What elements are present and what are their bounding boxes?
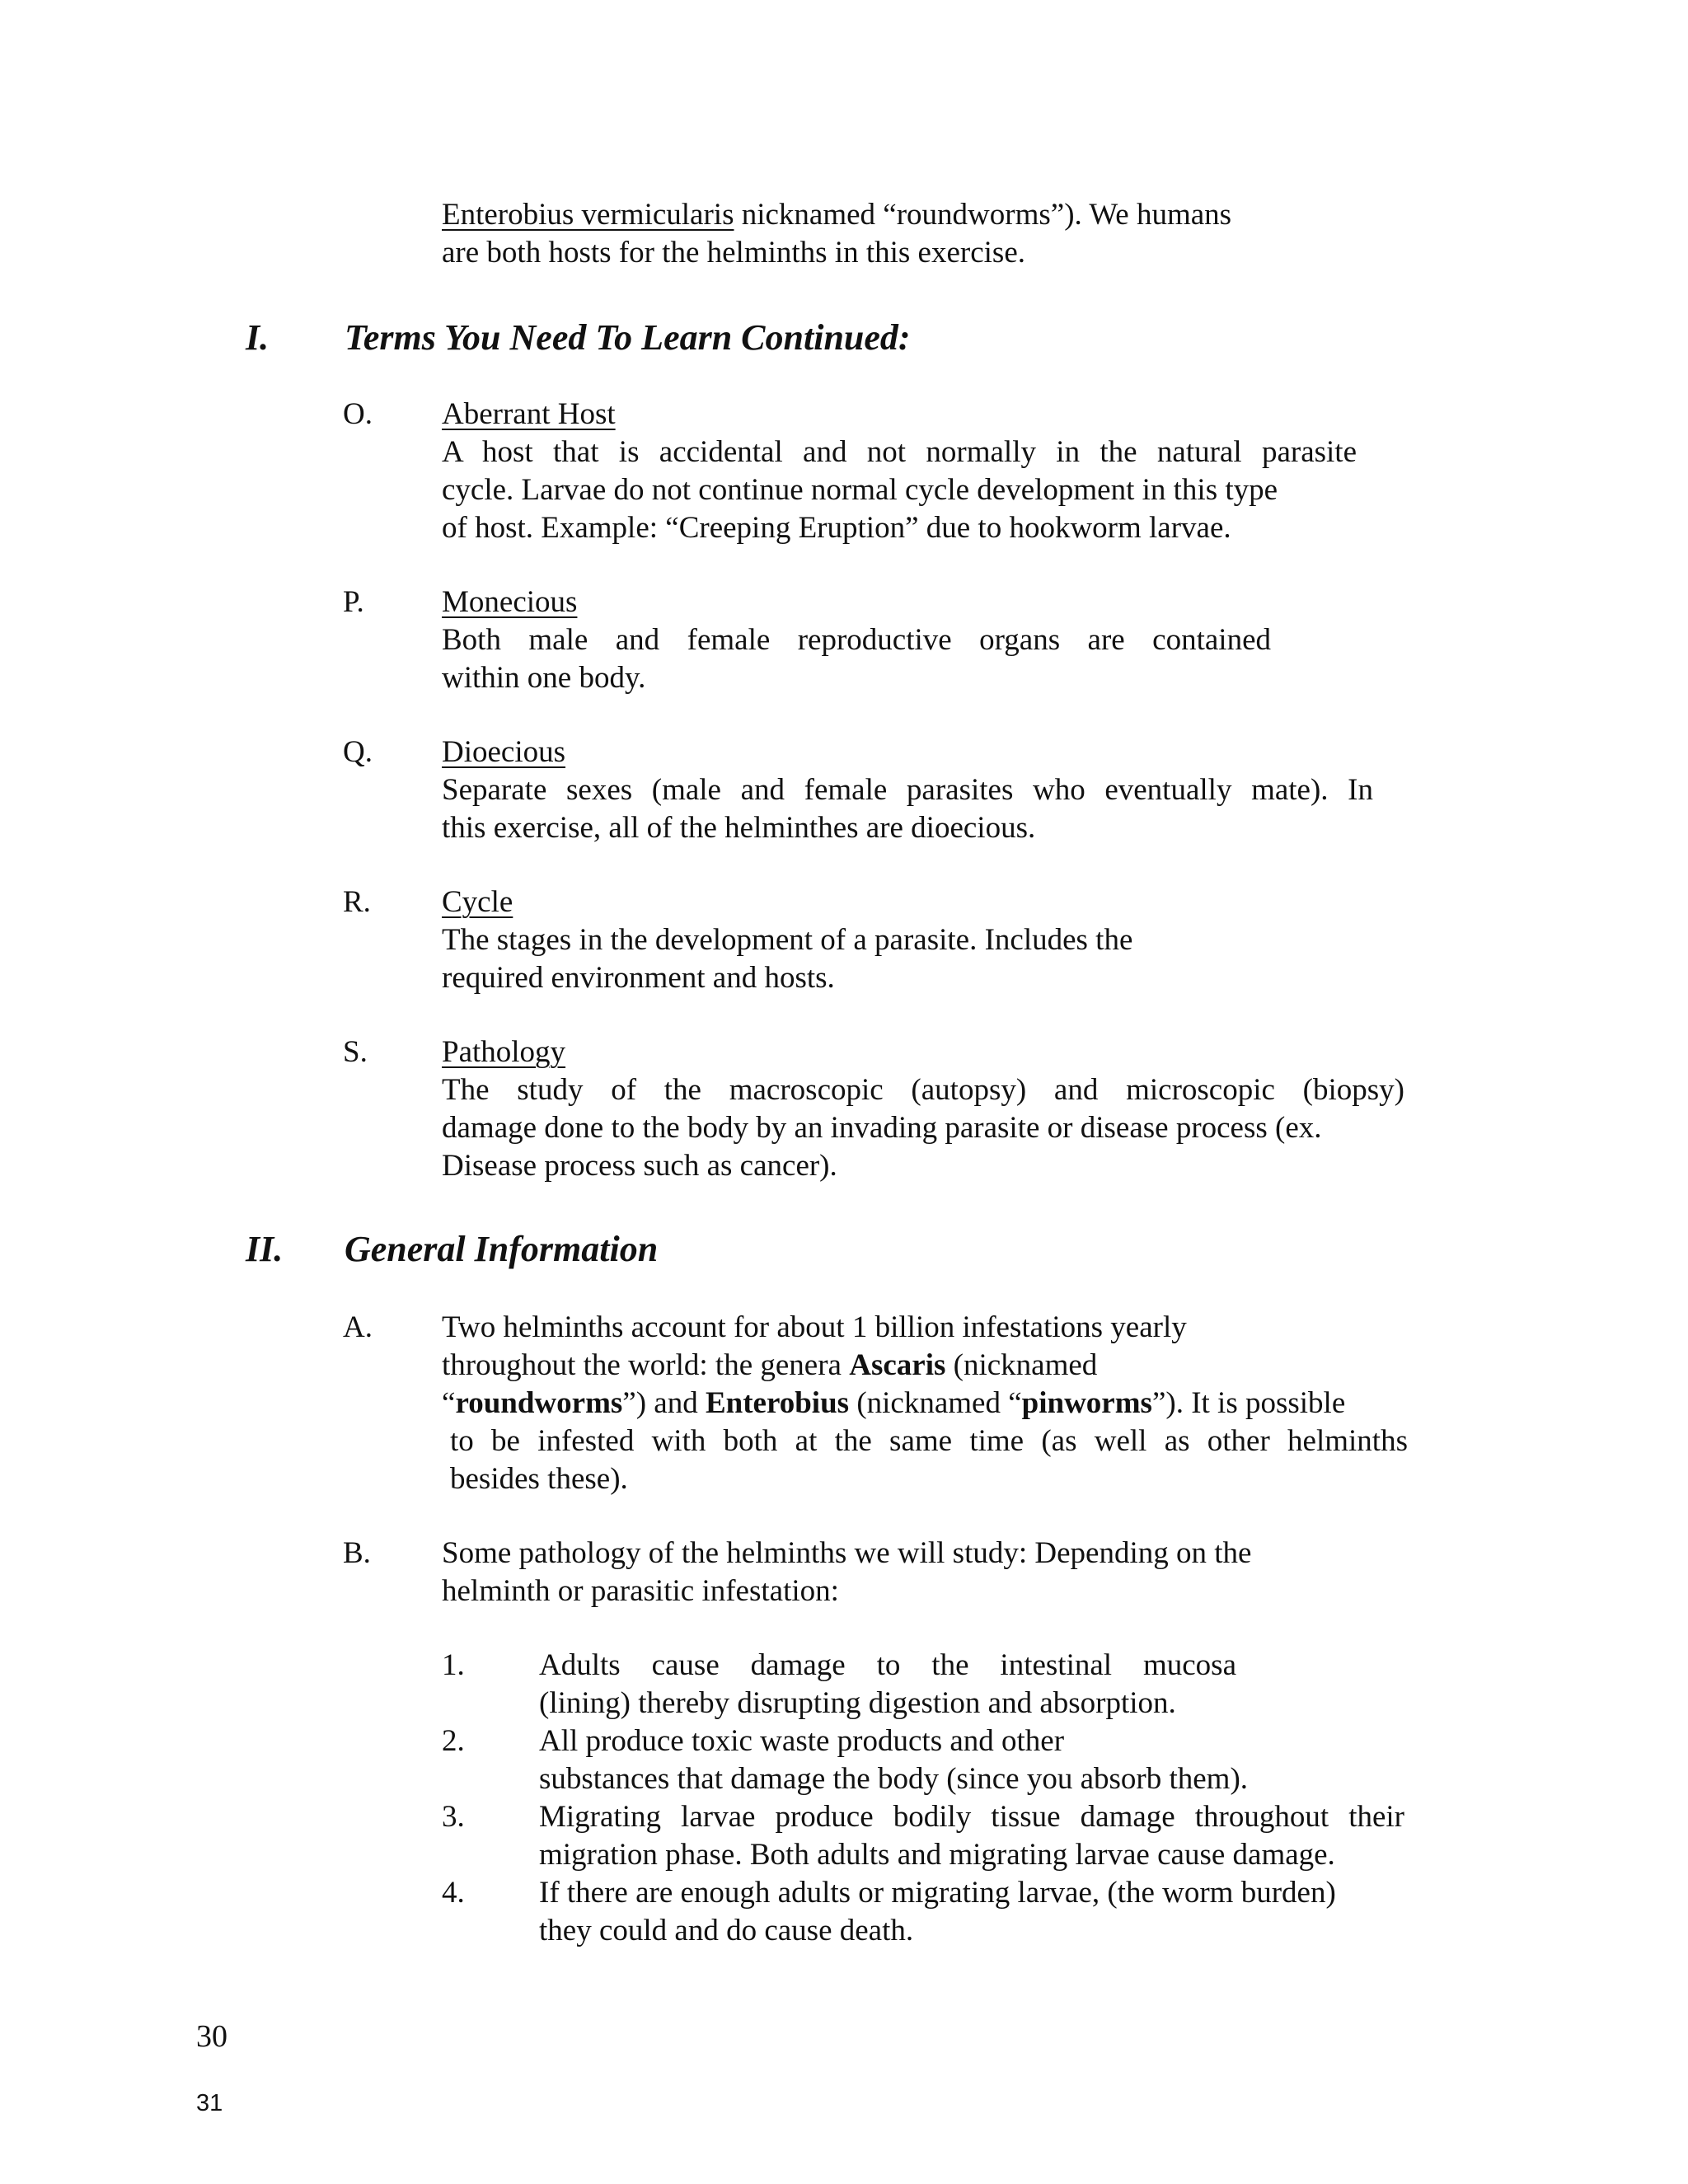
term-q-block <box>442 733 1373 847</box>
list-item-3 <box>539 1798 1404 1874</box>
term-p-line-2: within one body. <box>442 661 646 695</box>
term-q-line-1: Separate sexes (male and female parasites who eventually mate). In <box>442 773 1373 807</box>
list-item-4 <box>539 1874 1404 1950</box>
term-s-line-3: Disease process such as cancer). <box>442 1149 837 1183</box>
section-1-title: Terms You Need To Learn Continued: <box>345 317 911 358</box>
item-a-line-1: Two helminths account for about 1 billion infestations yearly <box>442 1310 1187 1344</box>
nickname-roundworms: roundworms <box>455 1386 623 1420</box>
term-o-name: Aberrant Host <box>442 397 616 431</box>
term-p-name: Monecious <box>442 585 578 619</box>
item-a-line-3: “roundworms”) and Enterobius (nicknamed “pinworms”). It is possible <box>442 1386 1346 1420</box>
item-a-block <box>442 1309 1408 1498</box>
species-name: Enterobius vermicularis <box>442 198 734 232</box>
list-item-3-number: 3. <box>442 1800 465 1834</box>
nickname-pinworms: pinworms <box>1021 1386 1152 1420</box>
term-p-letter: P. <box>343 585 364 619</box>
term-p-line-1: Both male and female reproductive organs are contained <box>442 623 1271 657</box>
item-b-block <box>442 1535 1408 1610</box>
term-p-block <box>442 583 1271 697</box>
genus-enterobius: Enterobius <box>705 1386 850 1420</box>
list-item-2-number: 2. <box>442 1724 465 1758</box>
list-item-3-line-1: Migrating larvae produce bodily tissue damage throughout their <box>539 1800 1404 1834</box>
list-item-2-line-2: substances that damage the body (since you absorb them). <box>539 1762 1249 1796</box>
term-s-letter: S. <box>343 1035 368 1069</box>
item-a-line-5: besides these). <box>450 1462 628 1496</box>
term-o-letter: O. <box>343 397 373 431</box>
item-b-line-1: Some pathology of the helminths we will study: Depending on the <box>442 1536 1252 1570</box>
item-a-line-4: to be infested with both at the same time (as well as other helminths <box>450 1424 1408 1458</box>
item-b-line-2: helminth or parasitic infestation: <box>442 1574 839 1608</box>
term-s-line-1: The study of the macroscopic (autopsy) and microscopic (biopsy) <box>442 1073 1404 1107</box>
list-item-2-line-1: All produce toxic waste products and other <box>539 1724 1065 1758</box>
term-q-name: Dioecious <box>442 735 566 769</box>
term-o-block <box>442 396 1357 547</box>
list-item-4-number: 4. <box>442 1876 465 1910</box>
page-number: 30 <box>196 2019 227 2054</box>
term-s-name: Pathology <box>442 1035 566 1069</box>
list-item-4-line-2: they could and do cause death. <box>539 1914 914 1947</box>
term-s-line-2: damage done to the body by an invading parasite or disease process (ex. <box>442 1111 1322 1145</box>
item-a-line-2: throughout the world: the genera Ascaris (nicknamed <box>442 1348 1098 1382</box>
section-2-numeral: II. <box>246 1229 284 1269</box>
list-item-4-line-1: If there are enough adults or migrating larvae, (the worm burden) <box>539 1876 1336 1910</box>
list-item-2 <box>539 1722 1363 1798</box>
genus-ascaris: Ascaris <box>849 1348 946 1382</box>
intro-line-2: are both hosts for the helminths in this exercise. <box>442 236 1025 269</box>
intro-line-1: Enterobius vermicularis nicknamed “roundworms”). We humans <box>442 198 1232 232</box>
item-b-letter: B. <box>343 1536 371 1570</box>
term-r-line-2: required environment and hosts. <box>442 961 835 995</box>
list-item-1-number: 1. <box>442 1648 465 1682</box>
term-o-line-1: A host that is accidental and not normally in the natural parasite <box>442 435 1357 469</box>
section-2-title: General Information <box>345 1229 659 1269</box>
list-item-1-line-1: Adults cause damage to the intestinal mucosa <box>539 1648 1236 1682</box>
term-r-name: Cycle <box>442 885 513 919</box>
term-o-line-2: cycle. Larvae do not continue normal cycle development in this type <box>442 473 1278 507</box>
item-a-letter: A. <box>343 1310 373 1344</box>
list-item-1-line-2: (lining) thereby disrupting digestion and absorption. <box>539 1686 1176 1720</box>
term-o-line-3: of host. Example: “Creeping Eruption” due to hookworm larvae. <box>442 511 1231 545</box>
term-r-letter: R. <box>343 885 371 919</box>
intro-paragraph <box>442 196 1315 272</box>
term-q-line-2: this exercise, all of the helminthes are dioecious. <box>442 811 1036 845</box>
term-s-block <box>442 1033 1404 1185</box>
term-q-letter: Q. <box>343 735 373 769</box>
term-r-line-1: The stages in the development of a parasite. Includes the <box>442 923 1133 957</box>
section-1-numeral: I. <box>246 317 270 358</box>
term-r-block <box>442 883 1348 997</box>
list-item-1 <box>539 1647 1236 1722</box>
sheet-number: 31 <box>196 2090 223 2116</box>
list-item-3-line-2: migration phase. Both adults and migrating larvae cause damage. <box>539 1838 1335 1872</box>
